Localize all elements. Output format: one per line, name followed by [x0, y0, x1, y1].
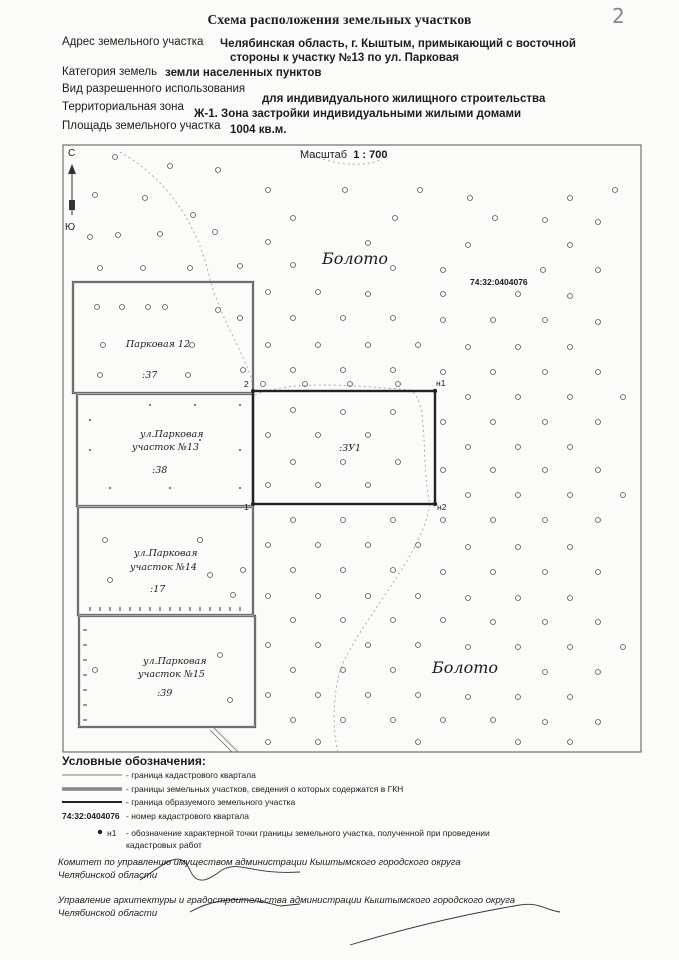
- quarter-number-label: 74:32:0404076: [470, 277, 528, 287]
- legend-point-marker: [98, 830, 102, 834]
- point-n2-label: н2: [437, 502, 447, 512]
- signature-3: [350, 904, 560, 945]
- swamp-boundary-left: [120, 152, 255, 395]
- legend-item-4: - номер кадастрового квартала: [126, 811, 249, 821]
- point-1-marker: [251, 502, 255, 506]
- zone-label: Территориальная зона: [62, 101, 184, 113]
- lot-14-number: :17: [150, 584, 166, 595]
- point-2-label: 2: [244, 379, 249, 389]
- lot-15-line1: ул.Парковая: [143, 656, 207, 667]
- new-lot-label: :ЗУ1: [339, 443, 362, 454]
- point-2-marker: [251, 389, 255, 393]
- legend-item-5-symbol: н1: [107, 828, 117, 838]
- legend-item-3: - граница образуемого земельного участка: [126, 797, 296, 807]
- lot-15-line2: участок №15: [138, 669, 205, 680]
- quarter-edge-marks: [210, 728, 238, 752]
- use-value: для индивидуального жилищного строительства: [262, 93, 546, 105]
- zone-value: Ж-1. Зона застройки индивидуальными жилыми домами: [194, 108, 522, 120]
- legend-title: Условные обозначения:: [62, 754, 206, 768]
- north-label: С: [68, 148, 76, 159]
- address-value-line2: стороны к участку №13 по ул. Парковая: [230, 52, 459, 64]
- architecture-line2: Челябинской области: [58, 908, 158, 919]
- swamp-label-bottom: Болото: [432, 658, 499, 677]
- point-n1-label: н1: [436, 378, 446, 388]
- point-1-label: 1: [244, 502, 249, 512]
- point-n1-marker: [433, 389, 437, 393]
- legend-item-5-cont: кадастровых работ: [126, 840, 202, 850]
- north-arrow-head: [68, 164, 76, 174]
- swamp-boundary-right: [255, 385, 430, 752]
- swamp-label-top: Болото: [322, 249, 389, 268]
- lot-15-number: :39: [157, 688, 173, 699]
- category-label: Категория земель: [62, 66, 158, 78]
- lot-13-line2: участок №13: [132, 442, 199, 453]
- category-value: земли населенных пунктов: [165, 67, 322, 79]
- lot-13-number: :38: [152, 465, 168, 476]
- use-label: Вид разрешенного использования: [62, 83, 246, 95]
- address-value-line1: Челябинская область, г. Кыштым, примыкающий с восточной: [220, 38, 576, 50]
- lot-12-number: :37: [142, 370, 158, 381]
- legend-item-4-symbol: 74:32:0404076: [62, 811, 120, 821]
- scale-text: Масштаб 1 : 700: [300, 149, 388, 161]
- legend-item-2: - границы земельных участков, сведения о которых содержатся в ГКН: [126, 784, 404, 794]
- architecture-line1: Управление архитектуры и градостроительства администрации Кыштымского городского округа: [58, 895, 516, 906]
- south-label: Ю: [65, 222, 76, 233]
- area-value: 1004 кв.м.: [230, 124, 287, 136]
- document-title: Схема расположения земельных участков: [207, 12, 472, 27]
- lot-14-line1: ул.Парковая: [134, 548, 198, 559]
- committee-line2: Челябинской области: [58, 870, 158, 881]
- legend-item-1: - граница кадастрового квартала: [126, 770, 256, 780]
- area-label: Площадь земельного участка: [62, 120, 221, 132]
- north-arrow-base: [69, 200, 75, 210]
- lot-12-line1: Парковая 12: [126, 339, 191, 350]
- legend-item-5: - обозначение характерной точки границы земельного участка, полученной при проведении: [126, 828, 490, 838]
- lot-13-line1: ул.Парковая: [140, 429, 204, 440]
- address-label: Адрес земельного участка: [62, 36, 204, 48]
- page-number: 2: [612, 4, 625, 28]
- committee-line1: Комитет по управлению имуществом администрации Кыштымского городского округа: [58, 857, 461, 868]
- lot-14-line2: участок №14: [130, 562, 197, 573]
